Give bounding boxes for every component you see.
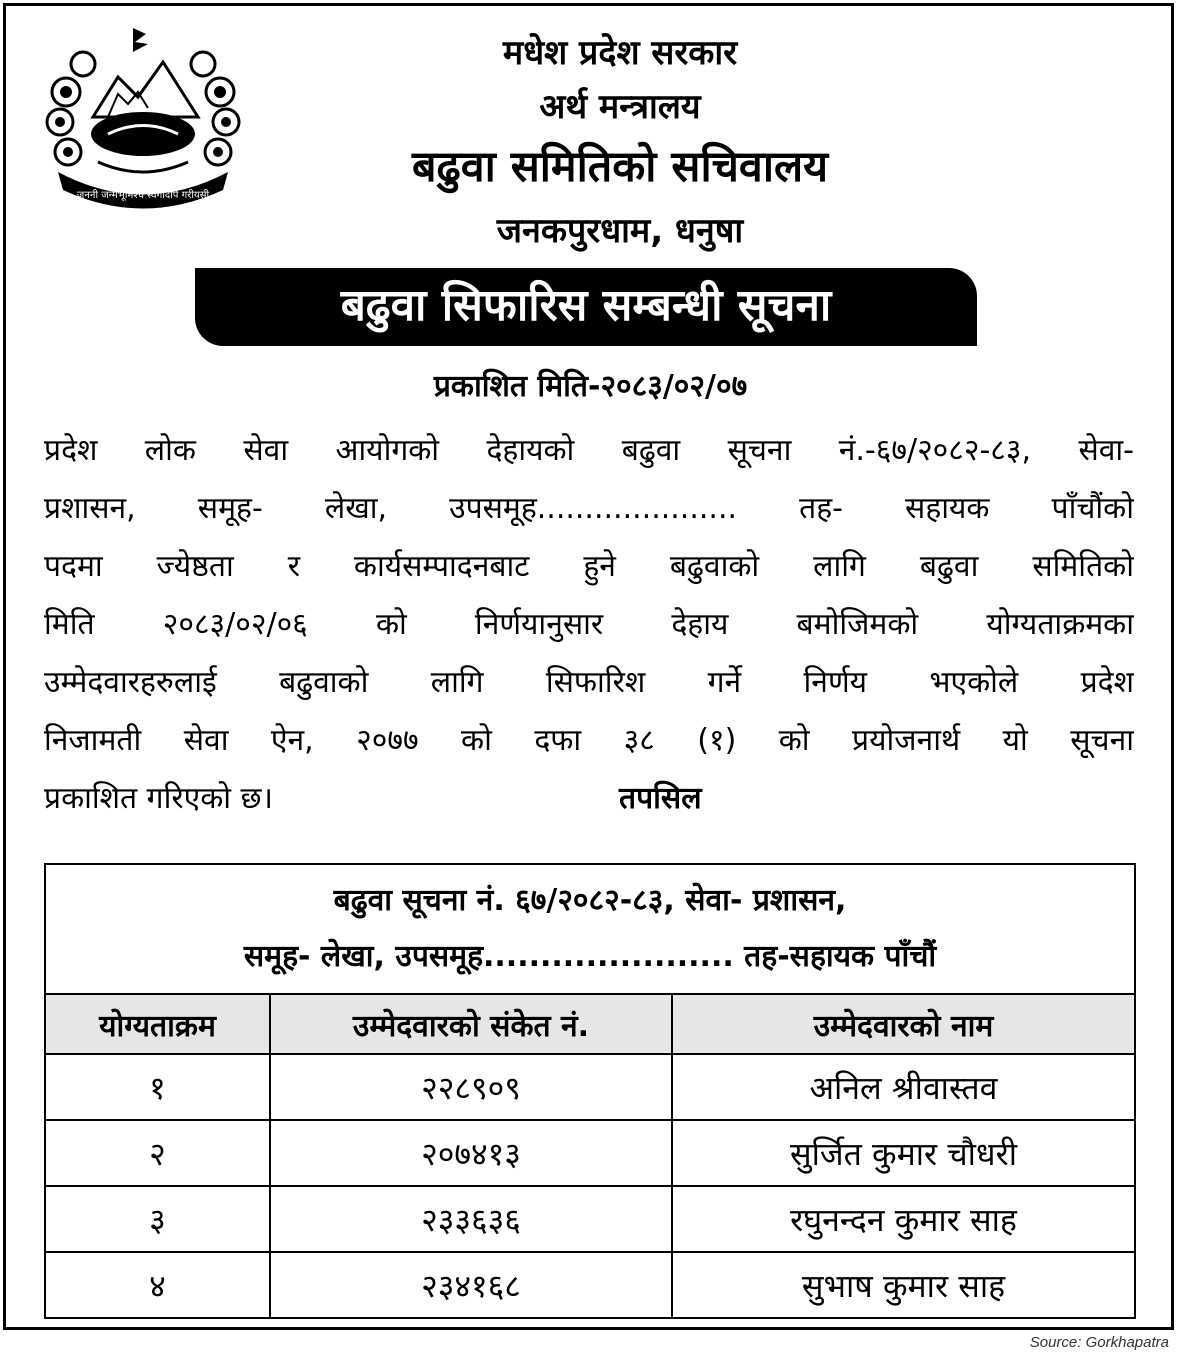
body-line-end: प्रकाशित गरिएको छ। [44, 781, 273, 816]
body-line: प्रदेश लोक सेवा आयोगको देहायको बढुवा सूचना नं.-६७/२०८२-८३, सेवा- [44, 433, 1134, 468]
notice-title: बढुवा सिफारिस सम्बन्धी सूचना [195, 268, 977, 346]
body-line: प्रशासन, समूह- लेखा, उपसमूह..................... तह- सहायक पाँचौंको [44, 491, 1134, 526]
name-cell: सुभाष कुमार साह [672, 1252, 1135, 1318]
body-line: निजामती सेवा ऐन, २०७७ को दफा ३८ (१) को प्रयोजनार्थ यो सूचना [44, 723, 1134, 758]
column-header-rank: योग्यताक्रम [45, 994, 270, 1054]
schedule-label: तपसिल [619, 781, 702, 816]
name-cell: अनिल श्रीवास्तव [672, 1054, 1135, 1120]
name-cell: रघुनन्दन कुमार साह [672, 1186, 1135, 1252]
name-cell: सुर्जित कुमार चौधरी [672, 1120, 1135, 1186]
office-location: जनकपुरधाम, धनुषा [496, 211, 744, 251]
code-cell: २२८९०९ [270, 1054, 672, 1120]
code-cell: २३३६३६ [270, 1186, 672, 1252]
published-date: प्रकाशित मिति-२०८३/०२/०७ [433, 369, 748, 404]
column-header-code: उम्मेदवारको संकेत नं. [270, 994, 672, 1054]
table-row [45, 1054, 1135, 1120]
table-row [45, 1252, 1135, 1318]
government-name: मधेश प्रदेश सरकार [502, 33, 738, 73]
nepal-emblem-icon [38, 22, 248, 212]
ministry-name: अर्थ मन्त्रालय [539, 87, 701, 127]
body-line: मिति २०८३/०२/०६ को निर्णयानुसार देहाय बमोजिमको योग्यताक्रमका [44, 607, 1134, 642]
code-cell: २३४१६८ [270, 1252, 672, 1318]
rank-cell: १ [45, 1054, 270, 1120]
notice-body [44, 422, 1134, 828]
body-line: पदमा ज्येष्ठता र कार्यसम्पादनबाट हुने बढुवाको लागि बढुवा समितिको [44, 549, 1134, 584]
emblem-motto: जननी जन्मभूमिश्च स्वर्गादपि गरीयसी [76, 190, 210, 201]
body-line: उम्मेदवारहरुलाई बढुवाको लागि सिफारिश गर्ने निर्णय भएकोले प्रदेश [44, 665, 1134, 700]
table-row [45, 1120, 1135, 1186]
table-caption-line2: समूह- लेखा, उपसमूह...................... तह-सहायक पाँचौं [243, 939, 937, 974]
table-caption-line1: बढुवा सूचना नं. ६७/२०८२-८३, सेवा- प्रशासन, [333, 883, 847, 918]
table-row [45, 1186, 1135, 1252]
code-cell: २०७४१३ [270, 1120, 672, 1186]
column-header-name: उम्मेदवारको नाम [672, 994, 1135, 1054]
table-caption [45, 864, 1135, 994]
rank-cell: ४ [45, 1252, 270, 1318]
rank-cell: ३ [45, 1186, 270, 1252]
source-credit: Source: Gorkhapatra [1029, 1334, 1169, 1351]
promotion-table [44, 863, 1136, 1319]
rank-cell: २ [45, 1120, 270, 1186]
secretariat-name: बढुवा समितिको सचिवालय [411, 142, 829, 192]
body-line-last [44, 770, 1134, 828]
